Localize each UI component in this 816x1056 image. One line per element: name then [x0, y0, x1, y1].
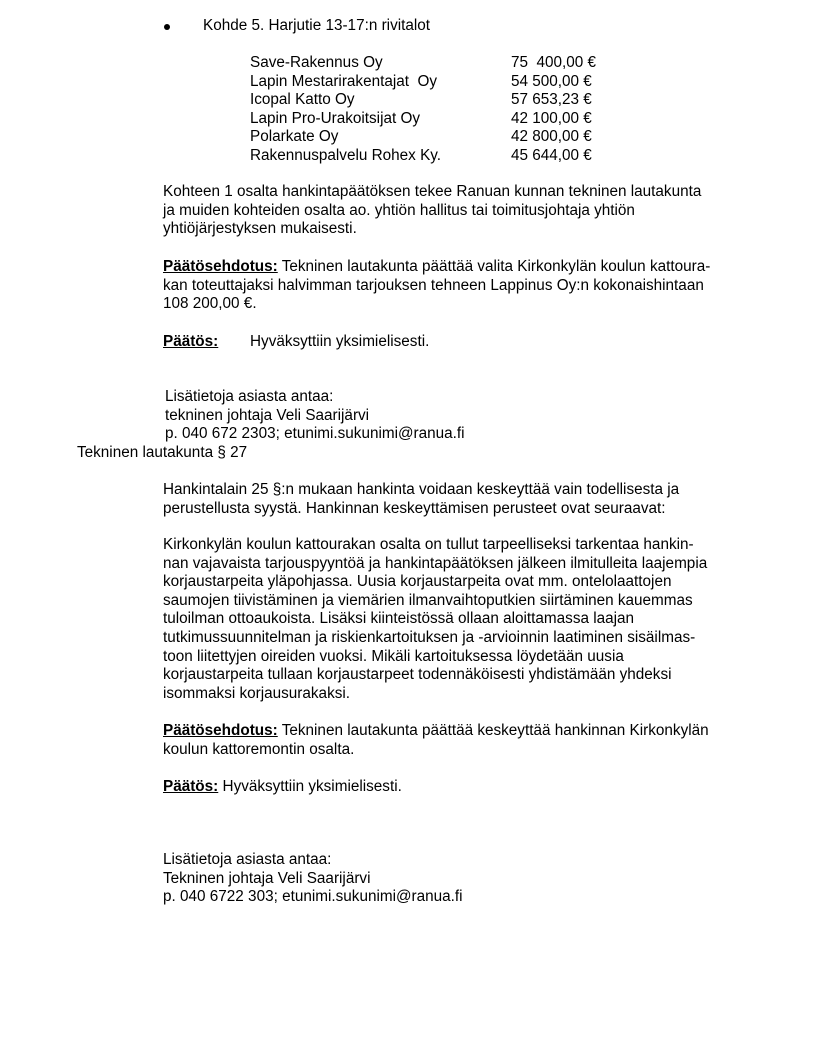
text-line: Tekninen johtaja Veli Saarijärvi [163, 869, 371, 887]
text-line [163, 258, 753, 277]
text-line: Kohteen 1 osalta hankintapäätöksen tekee Ranuan kunnan tekninen lautakunta [163, 183, 702, 200]
contact-block-2 [163, 851, 753, 907]
text-line: Hankintalain 25 §:n mukaan hankinta voidaan keskeyttää vain todellisesta ja [163, 481, 680, 498]
decision-text-1: Hyväksyttiin yksimielisesti. [250, 333, 430, 350]
decision-label-1: Päätös: [163, 333, 219, 350]
proposal-text: Tekninen lautakunta päättää valita Kirkonkylän koulun kattoura- [277, 258, 711, 275]
text-line: tuloilman ottoaukoista. Lisäksi kiinteistössä ollaan aloittamassa laajan [163, 610, 635, 628]
decision-authority-paragraph [163, 183, 753, 239]
bid-company: Icopal Katto Oy [250, 91, 355, 109]
decision-label: Päätös: [163, 778, 219, 795]
text-line: tutkimussuunnitelman ja riskienkartoituksen ja -arvioinnin laatiminen sisäilmas- [163, 628, 696, 646]
text-line: Lisätietoja asiasta antaa: [165, 388, 334, 405]
text-line: isommaksi korjausurakaksi. [163, 684, 351, 702]
bid-amount: 42 800,00 € [511, 128, 592, 146]
bid-company: Save-Rakennus Oy [250, 54, 383, 71]
text-line: yhtiöjärjestyksen mukaisesti. [163, 220, 357, 238]
bid-company: Polarkate Oy [250, 128, 339, 146]
bid-amount: 45 644,00 € [511, 146, 592, 164]
proposal-label: Päätösehdotus: [163, 258, 278, 275]
text-line: Kirkonkylän koulun kattourakan osalta on tullut tarpeelliseksi tarkentaa hankin- [163, 536, 694, 553]
bid-company: Lapin Pro-Urakoitsijat Oy [250, 109, 421, 127]
text-line: p. 040 672 2303; etunimi.sukunimi@ranua.fi [165, 425, 465, 443]
text-line: nan vajavaista tarjouspyyntöä ja hankintapäätöksen jälkeen ilmitulleita laajempia [163, 554, 708, 572]
text-line: korjaustarpeita tullaan korjaustarpeet todennäköisesti yhdistämään yhdeksi [163, 666, 672, 684]
bullet-icon [164, 24, 170, 30]
text-line: korjaustarpeita yläpohjassa. Uusia korjaustarpeita ovat mm. ontelolaattojen [163, 573, 672, 591]
bid-company: Lapin Mestarirakentajat Oy [250, 72, 438, 90]
intro-paragraph [163, 481, 753, 518]
decision-text: Hyväksyttiin yksimielisesti. [218, 778, 402, 795]
text-line: Lisätietoja asiasta antaa: [163, 851, 332, 868]
proposal-paragraph-2 [163, 722, 753, 759]
text-line: koulun kattoremontin osalta. [163, 740, 355, 758]
bid-amount: 75 400,00 € [511, 54, 597, 71]
bullet-heading: Kohde 5. Harjutie 13-17:n rivitalot [203, 17, 431, 34]
bid-company: Rakennuspalvelu Rohex Ky. [250, 146, 442, 164]
text-line: saumojen tiivistäminen ja viemärien ilmanvaihtoputkien siirtäminen kauemmas [163, 591, 693, 609]
text-line: kan toteuttajaksi halvimman tarjouksen tehneen Lappinus Oy:n kokonaishintaan [163, 276, 704, 294]
proposal-paragraph-1 [163, 258, 753, 314]
text-line: 108 200,00 €. [163, 295, 257, 313]
reason-paragraph [163, 536, 753, 703]
text-line: ja muiden kohteiden osalta ao. yhtiön hallitus tai toimitusjohtaja yhtiön [163, 201, 635, 219]
text-line: p. 040 6722 303; etunimi.sukunimi@ranua.fi [163, 888, 463, 906]
bid-amount: 57 653,23 € [511, 91, 592, 109]
bid-amount: 54 500,00 € [511, 72, 592, 90]
proposal-label: Päätösehdotus: [163, 722, 278, 739]
text-line: perustellusta syystä. Hankinnan keskeyttämisen perusteet ovat seuraavat: [163, 499, 666, 517]
text-line: toon liitettyjen oireiden vuoksi. Mikäli kartoituksessa löydetään uusia [163, 647, 624, 665]
contact-block-1 [165, 388, 755, 444]
decision-2 [163, 778, 402, 797]
bid-amount: 42 100,00 € [511, 109, 592, 127]
text-line: tekninen johtaja Veli Saarijärvi [165, 406, 370, 424]
section-heading: Tekninen lautakunta § 27 [77, 444, 248, 461]
proposal-text: Tekninen lautakunta päättää keskeyttää hankinnan Kirkonkylän [277, 722, 709, 739]
text-line [163, 722, 753, 741]
